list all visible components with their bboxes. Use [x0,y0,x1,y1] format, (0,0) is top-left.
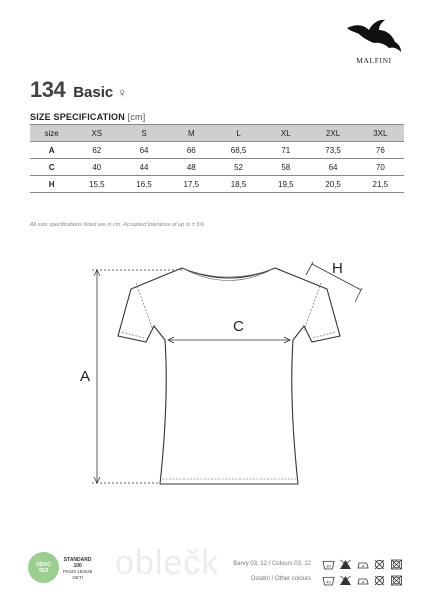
brand-name: MALFINI [356,56,392,65]
table-cell: 48 [168,159,215,176]
row-label: A [30,142,73,159]
no-bleach-icon [339,557,352,568]
table-cell: 18,5 [215,176,262,193]
table-cell: 62 [73,142,120,159]
iron-low-icon [356,557,369,568]
col-header: size [30,125,73,142]
table-cell: 70 [357,159,404,176]
wash-30-icon [322,557,335,568]
col-header: XL [262,125,309,142]
table-cell: 58 [262,159,309,176]
col-header: 3XL [357,125,404,142]
oeko-institute: OETI [72,575,83,580]
table-cell: 21,5 [357,176,404,193]
table-cell: 40 [73,159,120,176]
no-tumble-dry-icon [390,557,403,568]
table-cell: 15,5 [73,176,120,193]
col-header: 2XL [309,125,356,142]
table-cell: 52 [215,159,262,176]
measure-lines [92,262,362,483]
no-dryclean-icon [373,557,386,568]
colours-line-1: Barvy 03, 12 / Colours 03, 12 [233,561,311,567]
oeko-badge-line1: OEKO [36,561,51,568]
oeko-tex-badge [28,552,59,583]
table-cell: 64 [120,142,167,159]
table-cell: 73,5 [309,142,356,159]
no-tumble-dry-icon [390,573,403,584]
dimension-label-a: A [80,368,91,385]
table-cell: 66 [168,142,215,159]
wash-temp-40: 40 [326,579,331,585]
colours-line-2: Ostatní / Other colours [250,576,311,582]
row-label: C [30,159,73,176]
wash-temp-30: 30 [326,563,331,569]
no-bleach-icon [339,573,352,584]
product-name: Basic [73,84,114,101]
oeko-code: P0420 153249 [63,569,93,574]
table-cell: 76 [357,142,404,159]
col-header: M [168,125,215,142]
female-icon: ♀ [117,85,127,100]
watermark: oblečk [115,544,220,582]
product-number: 134 [30,77,66,102]
oeko-tex-info [63,557,92,581]
tolerance-note: All size specifications listed are in cm. Accepted tolerance of up to ± 5%. [30,222,206,228]
table-cell: 71 [262,142,309,159]
table-cell: 68,5 [215,142,262,159]
wash-40-icon [322,573,335,584]
table-cell: 17,5 [168,176,215,193]
spec-heading-text: SIZE SPECIFICATION [30,112,125,122]
col-header: XS [73,125,120,142]
oeko-badge-line2: TEX [38,567,49,574]
oeko-standard: STANDARD [63,557,92,563]
table-cell: 20,5 [309,176,356,193]
table-cell: 64 [309,159,356,176]
table-cell: 19,5 [262,176,309,193]
tshirt-outline [118,268,340,484]
table-cell: 16,5 [120,176,167,193]
table-cell: 44 [120,159,167,176]
spec-unit: [cm] [127,112,146,122]
no-dryclean-icon [373,573,386,584]
tshirt-details [122,269,335,479]
dimension-label-c: C [233,318,244,335]
col-header: L [215,125,262,142]
care-icons-row-2 [322,573,403,584]
dimension-label-h: H [332,260,343,277]
iron-low-icon [356,573,369,584]
col-header: S [120,125,167,142]
care-icons-row-1 [322,557,403,568]
oeko-standard-num: 100 [73,563,82,569]
row-label: H [30,176,73,193]
